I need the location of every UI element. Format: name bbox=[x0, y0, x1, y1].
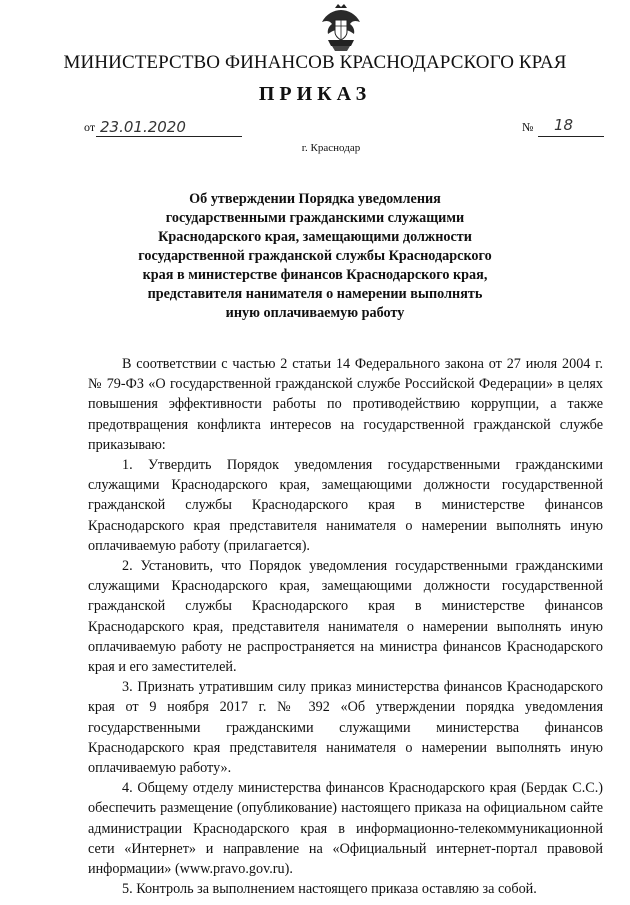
preamble-paragraph: В соответствии с частью 2 статьи 14 Федерального закона от 27 июля 2004 г. № 79-ФЗ «О государственной гражданской службе Российской Федерации» в целях повышения эффективности работы по противодействию коррупции, а также предотвращения конфликта интересов на государственной гражданской службе приказываю: bbox=[88, 356, 603, 453]
heading-line: иную оплачиваемую работу bbox=[225, 305, 405, 321]
document-body bbox=[88, 354, 603, 899]
coat-of-arms-icon bbox=[318, 2, 364, 52]
date-underline bbox=[96, 136, 242, 137]
clause-1-paragraph: 1. Утвердить Порядок уведомления государственными гражданскими служащими Краснодарского края, замещающими должности государственной гражданской службы Краснодарского края в министерстве финансов Краснодарского края представителя нанимателя о намерении выполнять иную оплачиваемую работу (прилагается). bbox=[88, 457, 603, 554]
clause-2-paragraph: 2. Установить, что Порядок уведомления государственными гражданскими служащими Краснодарского края, замещающими должности государственной гражданской службы Краснодарского края в министерстве финансов Краснодарского края, представителя нанимателя о намерении выполнять иную оплачиваемую работу не распространяется на министра финансов Краснодарского края и его заместителей. bbox=[88, 558, 603, 676]
heading-line: государственной гражданской службы Краснодарского bbox=[138, 248, 492, 264]
number-prefix: № bbox=[522, 120, 534, 134]
ministry-name: МИНИСТЕРСТВО ФИНАНСОВ КРАСНОДАРСКОГО КРАЯ bbox=[63, 52, 567, 73]
heading-line: государственными гражданскими служащими bbox=[165, 210, 465, 226]
order-date: 23.01.2020 bbox=[100, 118, 186, 136]
heading-line: представителя нанимателя о намерении выполнять bbox=[147, 286, 483, 302]
order-number: 18 bbox=[554, 116, 574, 134]
clause-3-paragraph: 3. Признать утратившим силу приказ министерства финансов Краснодарского края от 9 ноября 2017 г. № 392 «Об утверждении порядка уведомления государственными гражданскими служащими министерства финансов Краснодарского края представителя нанимателя о намерении выполнять иную оплачиваемую работу». bbox=[88, 679, 603, 777]
number-underline bbox=[538, 136, 604, 137]
document-heading bbox=[120, 190, 510, 323]
heading-line: края в министерстве финансов Краснодарского края, bbox=[142, 267, 488, 283]
date-prefix: от bbox=[84, 120, 96, 134]
clause-5-paragraph: 5. Контроль за выполнением настоящего приказа оставляю за собой. bbox=[122, 881, 537, 898]
city-name: г. Краснодар bbox=[301, 142, 361, 154]
clause-4-paragraph: 4. Общему отделу министерства финансов Краснодарского края (Бердак С.С.) обеспечить размещение (опубликование) настоящего приказа на официальном сайте администрации Краснодарского края в информационно-телекоммуникационной сети «Интернет» и направление на «Официальный интернет-портал правовой информации» (www.pravo.gov.ru). bbox=[88, 780, 603, 878]
heading-line: Краснодарского края, замещающими должности bbox=[158, 229, 472, 245]
heading-line: Об утверждении Порядка уведомления bbox=[189, 191, 441, 207]
order-title: ПРИКАЗ bbox=[258, 83, 372, 105]
